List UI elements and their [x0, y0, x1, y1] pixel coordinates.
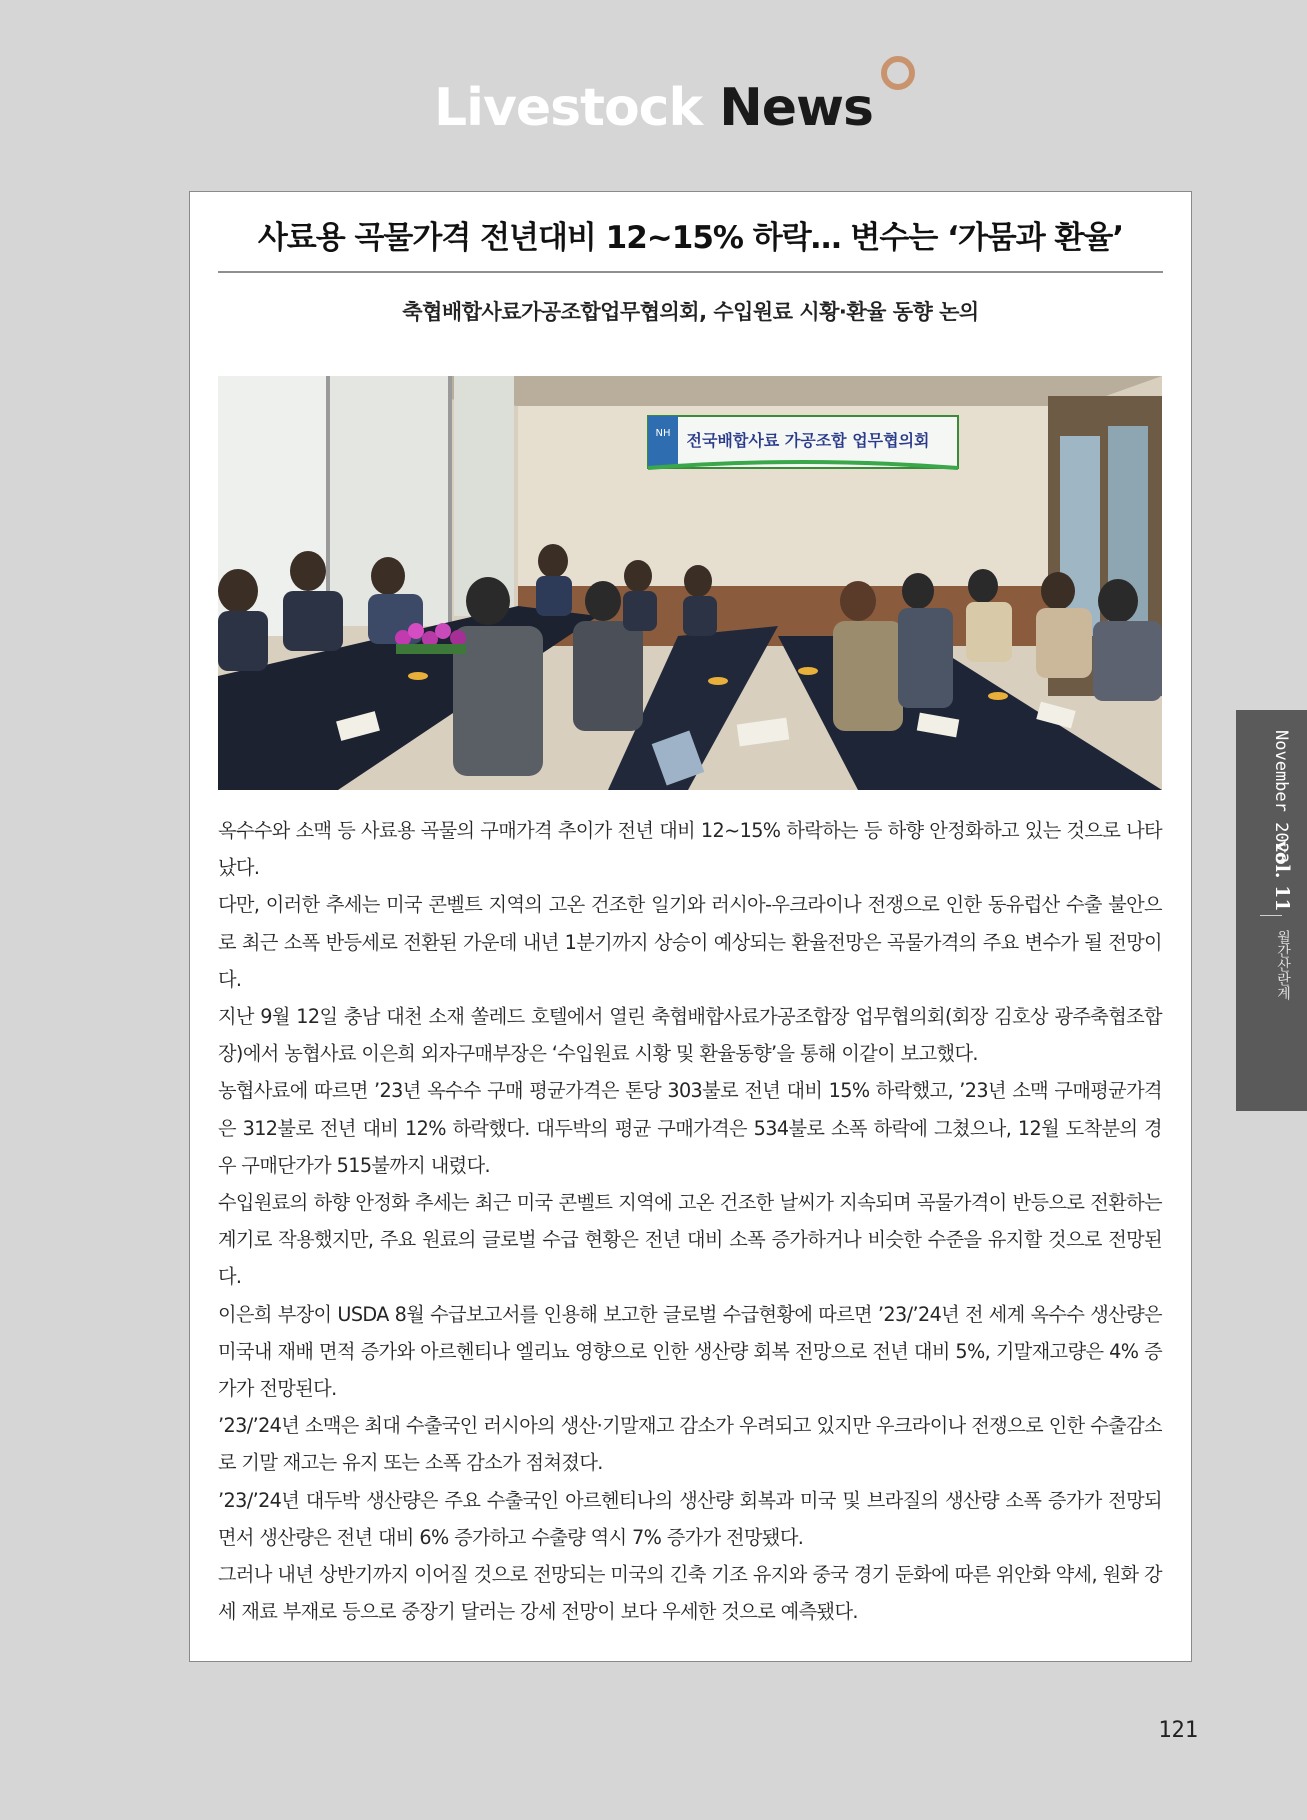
side-tab-divider: [1260, 915, 1282, 916]
article-body: [218, 812, 1162, 1630]
article-paragraph: ’23/’24년 소맥은 최대 수출국인 러시아의 생산·기말재고 감소가 우려되고 있지만 우크라이나 전쟁으로 인한 수출감소로 기말 재고는 유지 또는 소폭 감소가 점쳐졌다.: [218, 1414, 1162, 1475]
article-paragraph: 그러나 내년 상반기까지 이어질 것으로 전망되는 미국의 긴축 기조 유지와 중국 경기 둔화에 따른 위안화 약세, 원화 강세 재료 부재로 등으로 중장기 달러는 강세 전망이 보다 우세한 것으로 예측됐다.: [218, 1563, 1162, 1624]
banner-logo-text: NH: [655, 428, 671, 439]
ring-logo-icon: [881, 56, 915, 90]
article-paragraph: 수입원료의 하향 안정화 추세는 최근 미국 콘벨트 지역에 고온 건조한 날씨가 지속되며 곡물가격이 반등으로 전환하는 계기로 작용했지만, 주요 원료의 글로벌 수급 현황은 전년 대비 소폭 증가하거나 비슷한 수준을 유지할 것으로 전망된다.: [218, 1191, 1162, 1289]
meeting-photo: [218, 376, 1162, 790]
article-subtitle: 축협배합사료가공조합업무협의회, 수입원료 시황·환율 동향 논의: [402, 300, 979, 324]
banner-text: 전국배합사료 가공조합 업무협의회: [686, 431, 930, 450]
article-paragraph: 지난 9월 12일 충남 대천 소재 쏠레드 호텔에서 열린 축협배합사료가공조합장 업무협의회(회장 김호상 광주축협조합장)에서 농협사료 이은희 외자구매부장은 ‘수입원료 시황 및 환율동향’을 통해 이같이 보고했다.: [218, 1005, 1162, 1066]
article-title: 사료용 곡물가격 전년대비 12~15% 하락… 변수는 ‘가뭄과 환율’: [257, 220, 1124, 256]
issue-side-tab: [1236, 710, 1307, 1111]
header-brand-news-text: News: [719, 78, 873, 138]
header-brand-livestock: Livestock: [434, 78, 703, 138]
magazine-header: [0, 78, 1307, 138]
header-brand-news: [719, 78, 873, 138]
article-paragraph: 다만, 이러한 추세는 미국 콘벨트 지역의 고온 건조한 일기와 러시아-우크라이나 전쟁으로 인한 동유럽산 수출 불안으로 최근 소폭 반등세로 전환된 가운데 내년 1분기까지 상승이 예상되는 환율전망은 곡물가격의 주요 변수가 될 전망이다.: [218, 893, 1162, 991]
magazine-name: 월간산란계: [1275, 930, 1291, 1000]
article-paragraph: 농협사료에 따르면 ’23년 옥수수 구매 평균가격은 톤당 303불로 전년 대비 15% 하락했고, ’23년 소맥 구매평균가격은 312불로 전년 대비 12% 하락했다. 대두박의 평균 구매가격은 534불로 소폭 하락에 그쳤으나, 12월 도착분의 경우 구매단가가 515불까지 내렸다.: [218, 1079, 1162, 1177]
article-paragraph: 이은희 부장이 USDA 8월 수급보고서를 인용해 보고한 글로벌 수급현황에 따르면 ’23/’24년 전 세계 옥수수 생산량은 미국내 재배 면적 증가와 아르헨티나 엘리뇨 영향으로 인한 생산량 회복 전망으로 전년 대비 5%, 기말재고량은 4% 증가가 전망된다.: [218, 1302, 1162, 1401]
meeting-banner: [648, 416, 958, 468]
issue-date: November 2023: [1271, 730, 1291, 864]
title-divider: [218, 271, 1163, 273]
article-panel: [189, 191, 1192, 1662]
page-number: 121: [1158, 1718, 1198, 1743]
article-paragraph: 옥수수와 소맥 등 사료용 곡물의 구매가격 추이가 전년 대비 12~15% 하락하는 등 하향 안정화하고 있는 것으로 나타났다.: [218, 819, 1162, 880]
article-paragraph: ’23/’24년 대두박 생산량은 주요 수출국인 아르헨티나의 생산량 회복과 미국 및 브라질의 생산량 소폭 증가가 전망되면서 생산량은 전년 대비 6% 증가하고 수출량 역시 7% 증가가 전망됐다.: [218, 1488, 1162, 1549]
meeting-photo-illustration: [218, 376, 1162, 790]
issue-volume: vol. 11: [1271, 841, 1293, 912]
